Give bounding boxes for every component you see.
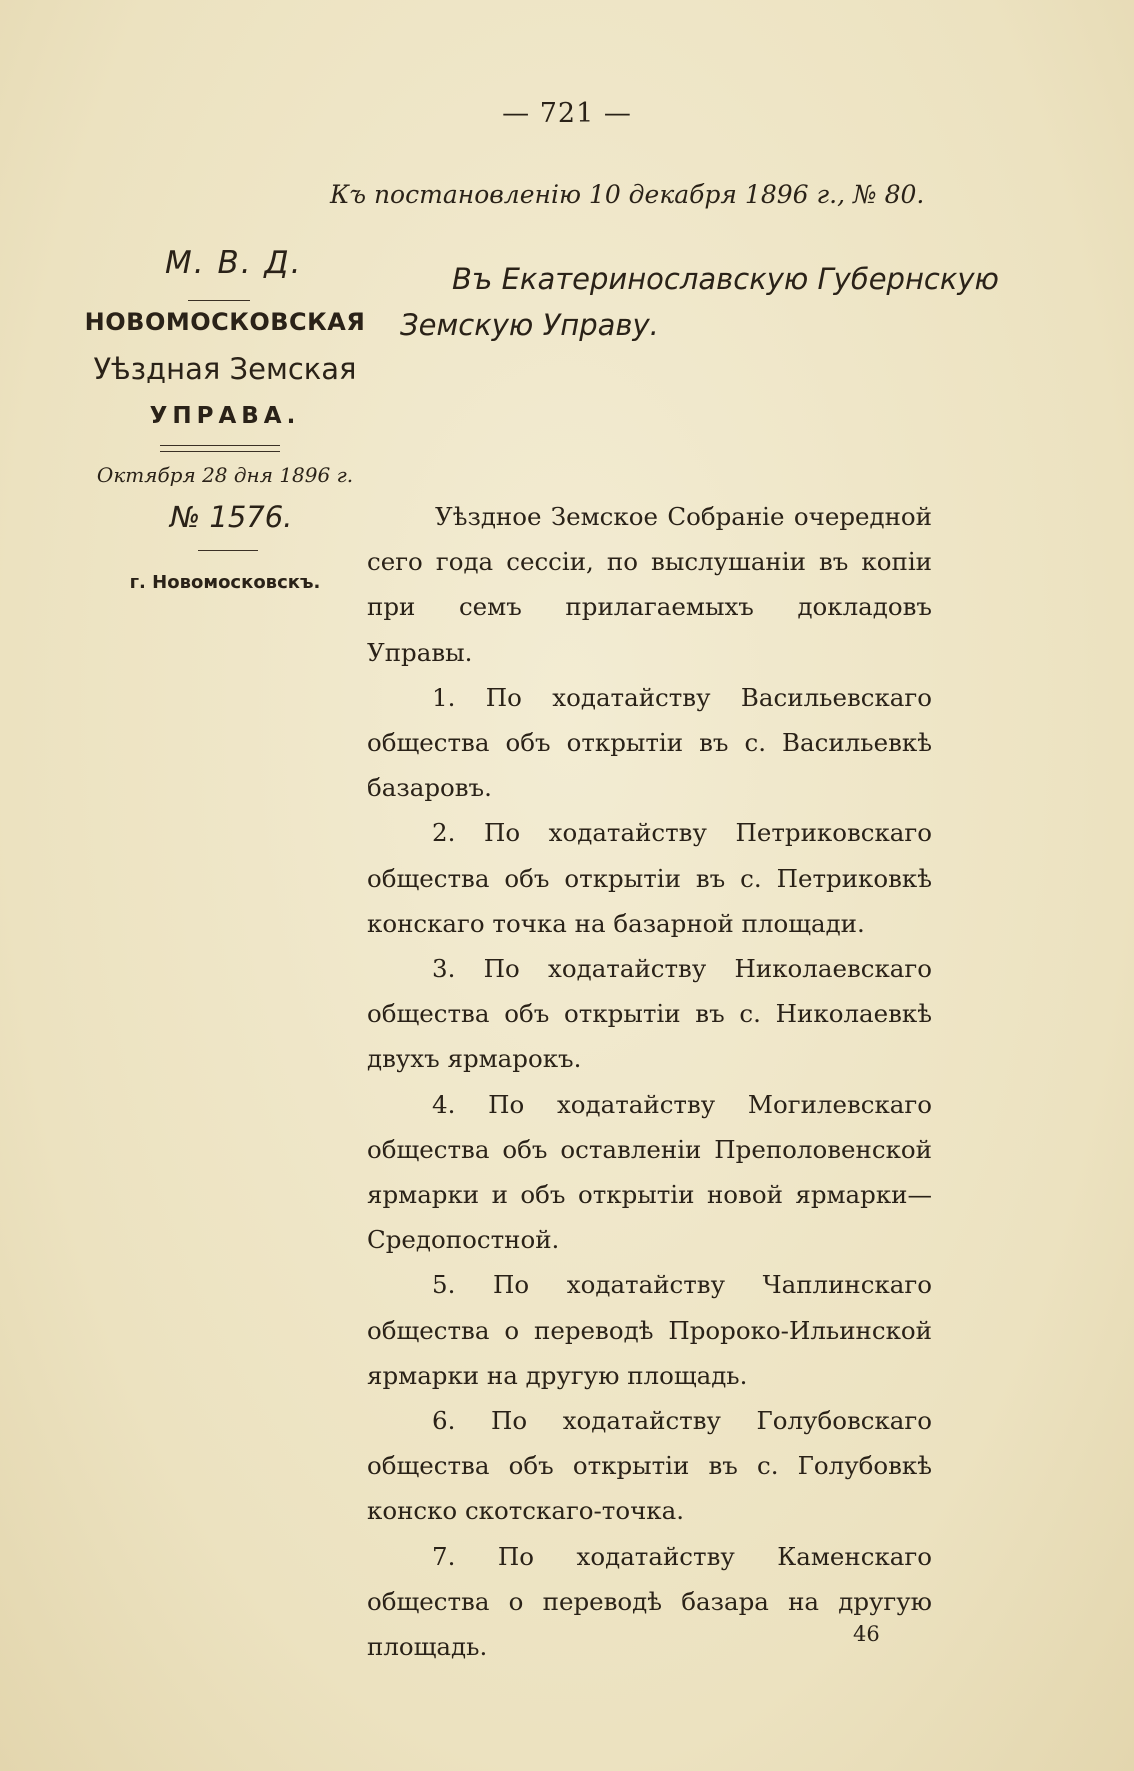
addressee-line1: Въ Екатеринославскую Губернскую [452, 262, 999, 296]
stamp-office-line2: УПРАВА. [149, 403, 301, 429]
addressee-line2: Земскую Управу. [400, 308, 659, 342]
list-item: 4. По ходатайству Могилевскаго общества объ оставленіи Преполовенской ярмарки и объ открытіи новой ярмарки— Средопостной. [367, 1089, 932, 1255]
page-number: — 721 — [502, 98, 632, 129]
signature-mark: 46 [853, 1622, 880, 1646]
stamp-ministry: М. В. Д. [165, 245, 303, 281]
list-item: 3. По ходатайству Николаевскаго общества объ открытіи въ с. Николаевкѣ двухъ ярмарокъ. [367, 954, 932, 1074]
office-stamp [70, 0, 380, 620]
list-item: 7. По ходатайству Каменскаго общества о переводѣ базара на другую площадь. [367, 1541, 932, 1662]
document-body [367, 494, 932, 1669]
stamp-office-line1: Уѣздная Земская [93, 352, 357, 386]
reference-line: Къ постановленію 10 декабря 1896 г., № 80. [330, 180, 925, 209]
stamp-district: НОВОМОСКОВСКАЯ [84, 308, 366, 336]
stamp-date: Октября 28 дня 1896 г. [96, 463, 354, 487]
list-item: 2. По ходатайству Петриковскаго общества объ открытіи въ с. Петриковкѣ конскаго точка на базарной площади. [367, 818, 932, 938]
body-intro: Уѣздное Земское Собраніе очередной сего года сессіи, по выслушаніи въ копіи при семъ прилагаемыхъ докладовъ Управы. [367, 502, 932, 667]
list-item: 1. По ходатайству Васильевскаго общества объ открытіи въ с. Васильевкѣ базаровъ. [367, 682, 932, 803]
stamp-city: г. Новомосковскъ. [129, 572, 321, 593]
stamp-rule-2 [198, 550, 258, 551]
stamp-number: № 1576. [170, 500, 293, 534]
stamp-rule [188, 300, 250, 301]
list-item: 6. По ходатайству Голубовскаго общества объ открытіи въ с. Голубовкѣ конско скотскаго-точка. [367, 1406, 932, 1526]
list-item: 5. По ходатайству Чаплинскаго общества о переводѣ Пророко-Ильинской ярмарки на другую площадь. [367, 1270, 932, 1390]
stamp-double-rule [160, 445, 280, 452]
